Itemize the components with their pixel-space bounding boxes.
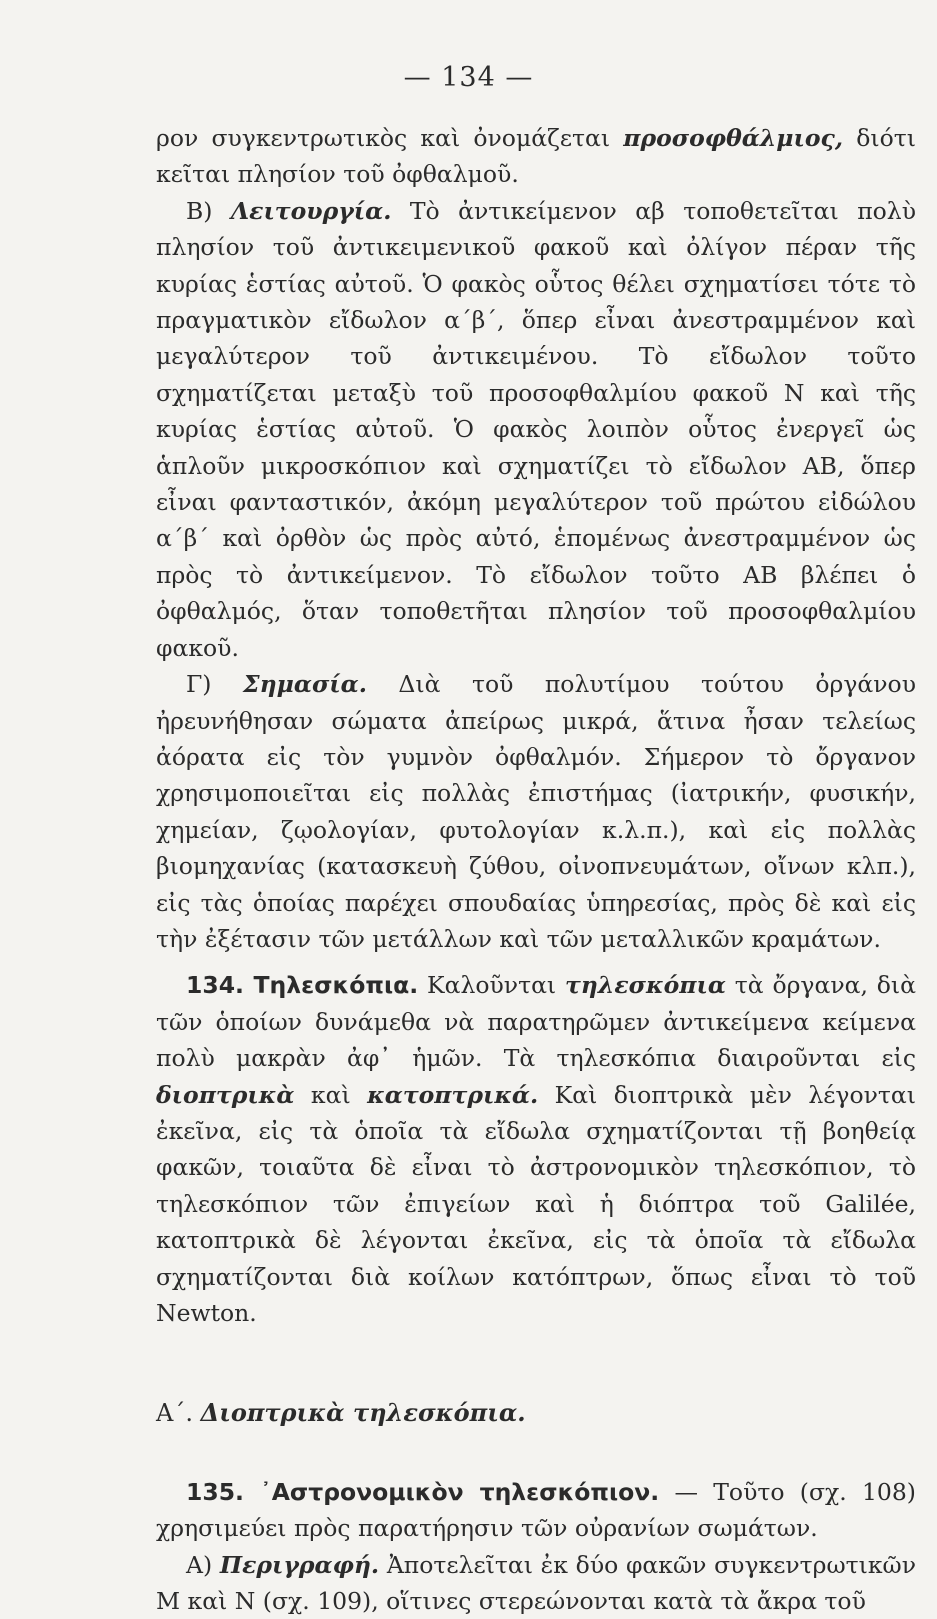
section-label: Α΄. bbox=[156, 1399, 201, 1428]
section-title bbox=[156, 1395, 916, 1431]
section-number: 135. bbox=[186, 1477, 244, 1506]
paragraph-telescopes bbox=[156, 967, 916, 1331]
paragraph-description bbox=[156, 1547, 916, 1619]
emphasis-term: κατοπτρικά. bbox=[367, 1080, 539, 1109]
text-run: Ἀποτελεῖται ἐκ δύο φακῶν συγκεντρωτικῶν Μ καὶ Ν (σχ. 109), οἵτινες στερεώνονται κατὰ τὰ ἄκρα τοῦ bbox=[156, 1550, 916, 1616]
subheading: Περιγραφή. bbox=[219, 1550, 380, 1579]
paragraph-astronomical-telescope bbox=[156, 1474, 916, 1547]
text-run: τὰ ὄργανα, διὰ τῶν ὁποίων δυνάμεθα νὰ παρατηρῶμεν ἀντικείμενα κείμενα πολὺ μακρὰν ἀφ᾿ ἡμῶν. Τὰ τηλεσκόπια διαιροῦνται εἰς bbox=[156, 971, 916, 1073]
text-run: ρον συγκεντρωτικὸς καὶ ὀνομάζεται bbox=[156, 124, 624, 152]
item-label: Γ) bbox=[186, 670, 243, 699]
page-number: — 134 — bbox=[403, 62, 534, 93]
section-heading: ᾿Αστρονομικὸν τηλεσκόπιον. bbox=[243, 1477, 660, 1506]
emphasis-term: τηλεσκόπια bbox=[564, 971, 726, 1000]
paragraph-significance bbox=[156, 666, 916, 957]
body-text bbox=[156, 120, 916, 1619]
paragraph-function bbox=[156, 193, 916, 666]
text-run: Διὰ τοῦ πολυτίμου τούτου ὀργάνου ἠρευνήθησαν σώματα ἀπείρως μικρά, ἅτινα ἦσαν τελείως ἀόρατα εἰς τὸν γυμνὸν ὀφθαλμόν. Σήμερον τὸ ὄργανον χρησιμοποιεῖται εἰς πολλὰς ἐπιστήμας (ἰατρικήν, φυσικήν, χημείαν, ζῳολογίαν, φυτολογίαν κ.λ.π.), καὶ εἰς πολλὰς βιομηχανίας (κατασκευὴ ζύθου, οἰνοπνευμάτων, οἴνων κλπ.), εἰς τὰς ὁποίας παρέχει σπουδαίας ὑπηρεσίας, πρὸς δὲ καὶ εἰς τὴν ἐξέτασιν τῶν μετάλλων καὶ τῶν μεταλλικῶν κραμάτων. bbox=[156, 670, 916, 953]
paragraph-continuation bbox=[156, 120, 916, 193]
text-run: καὶ bbox=[294, 1080, 368, 1109]
text-run: Καὶ διοπτρικὰ μὲν λέγονται ἐκεῖνα, εἰς τὰ ὁποῖα τὰ εἴδωλα σχηματίζονται τῇ βοηθείᾳ φακῶν, τοιαῦτα δὲ εἶναι τὸ ἀστρονομικὸν τηλεσκόπιον, τὸ τηλεσκόπιον τῶν ἐπιγείων καὶ ἡ διόπτρα τοῦ Galilée, κατοπτρικὰ δὲ λέγονται ἐκεῖνα, εἰς τὰ ὁποῖα τὰ εἴδωλα σχηματίζονται διὰ κοίλων κατόπτρων, ὅπως εἶναι τὸ τοῦ Newton. bbox=[156, 1080, 916, 1327]
item-label: Β) bbox=[186, 196, 231, 225]
text-run: Καλοῦνται bbox=[418, 971, 565, 1000]
item-label: Α) bbox=[186, 1550, 220, 1579]
section-number: 134. bbox=[186, 971, 244, 1000]
text-run: διότι κεῖται πλησίον τοῦ ὀφθαλμοῦ. bbox=[156, 124, 916, 189]
text-run: — Τοῦτο (σχ. 108) χρησιμεύει πρὸς παρατήρησιν τῶν οὐρανίων σωμάτων. bbox=[156, 1477, 916, 1543]
text-run: Τὸ ἀντικείμενον αβ τοποθετεῖται πολὺ πλησίον τοῦ ἀντικειμενικοῦ φακοῦ καὶ ὀλίγον πέραν τῆς κυρίας ἑστίας αὐτοῦ. Ὁ φακὸς οὗτος θέλει σχηματίσει τότε τὸ πραγματικὸν εἴδωλον α΄β΄, ὅπερ εἶναι ἀνεστραμμένον καὶ μεγαλύτερον τοῦ ἀντικειμένου. Τὸ εἴδωλον τοῦτο σχηματίζεται μεταξὺ τοῦ προσοφθαλμίου φακοῦ Ν καὶ τῆς κυρίας ἑστίας αὐτοῦ. Ὁ φακὸς λοιπὸν οὗτος ἐνεργεῖ ὡς ἁπλοῦν μικροσκόπιον καὶ σχηματίζει τὸ εἴδωλον ΑΒ, ὅπερ εἶναι φανταστικόν, ἀκόμη μεγαλύτερον τοῦ πρώτου εἰδώλου α΄β΄ καὶ ὀρθὸν ὡς πρὸς αὐτό, ἑπομένως ἀνεστραμμένον ὡς πρὸς τὸ ἀντικείμενον. Τὸ εἴδωλον τοῦτο ΑΒ βλέπει ὁ ὀφθαλμός, ὅταν τοποθετῆται πλησίον τοῦ προσοφθαλμίου φακοῦ. bbox=[156, 196, 916, 662]
section-title-text: Διοπτρικὰ τηλεσκόπια. bbox=[200, 1398, 526, 1428]
emphasis-term: προσοφθάλμιος, bbox=[623, 124, 844, 152]
emphasis-term: διοπτρικὰ bbox=[156, 1080, 295, 1109]
section-heading: Τηλεσκόπια. bbox=[243, 971, 419, 1000]
subheading: Λειτουργία. bbox=[230, 196, 392, 225]
subheading: Σημασία. bbox=[242, 670, 367, 699]
